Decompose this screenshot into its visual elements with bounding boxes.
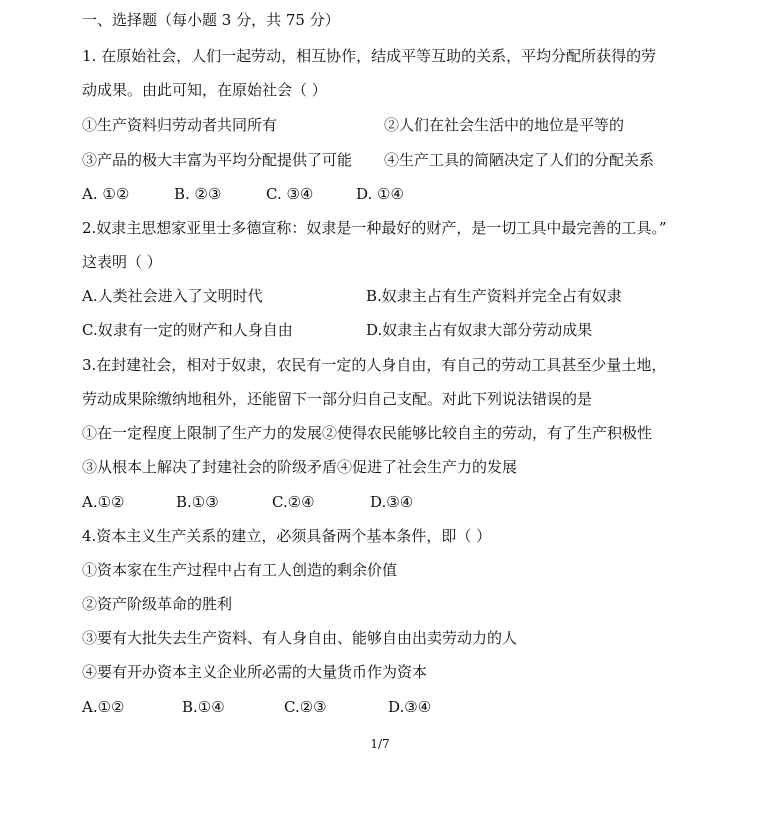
q2-option-a: A.人类社会进入了文明时代 — [82, 287, 263, 305]
q4-option-a: A.①② — [82, 698, 125, 716]
q1-option-d: D. ①④ — [356, 185, 404, 203]
q3-option-a: A.①② — [82, 493, 125, 511]
q2-stem-line-1: 2.奴隶主思想家亚里士多德宣称：奴隶是一种最好的财产，是一切工具中最完善的工具。” — [82, 219, 667, 237]
q3-stem-line-2: 劳动成果除缴纳地租外，还能留下一部分归自己支配。对此下列说法错误的是 — [82, 390, 593, 408]
q4-statement-1: ①资本家在生产过程中占有工人创造的剩余价值 — [82, 561, 398, 579]
q4-option-c: C.②③ — [284, 698, 327, 716]
q1-statement-2: ②人们在社会生活中的地位是平等的 — [384, 116, 625, 134]
q3-option-d: D.③④ — [370, 493, 414, 511]
q4-option-b: B.①④ — [182, 698, 225, 716]
q1-option-b: B. ②③ — [174, 185, 222, 203]
q2-option-d: D.奴隶主占有奴隶大部分劳动成果 — [366, 321, 593, 339]
q4-statement-4: ④要有开办资本主义企业所必需的大量货币作为资本 — [82, 663, 428, 681]
q3-option-b: B.①③ — [176, 493, 219, 511]
q4-stem-line-1: 4.资本主义生产关系的建立，必须具备两个基本条件，即（ ） — [82, 527, 492, 545]
q1-stem-line-2: 动成果。由此可知，在原始社会（ ） — [82, 81, 327, 99]
q1-option-c: C. ③④ — [266, 185, 314, 203]
q2-option-b: B.奴隶主占有生产资料并完全占有奴隶 — [366, 287, 622, 305]
q2-option-c: C.奴隶有一定的财产和人身自由 — [82, 321, 293, 339]
q3-option-c: C.②④ — [272, 493, 315, 511]
section-title: 一、选择题（每小题 3 分，共 75 分） — [82, 11, 340, 29]
q1-option-a: A. ①② — [82, 185, 130, 203]
q4-option-d: D.③④ — [388, 698, 432, 716]
q2-stem-line-2: 这表明（ ） — [82, 253, 162, 271]
q1-statement-4: ④生产工具的简陋决定了人们的分配关系 — [384, 151, 655, 169]
q4-statement-3: ③要有大批失去生产资料、有人身自由、能够自由出卖劳动力的人 — [82, 629, 518, 647]
q3-statement-line-2: ③从根本上解决了封建社会的阶级矛盾④促进了社会生产力的发展 — [82, 458, 518, 476]
q3-statement-line-1: ①在一定程度上限制了生产力的发展②使得农民能够比较自主的劳动，有了生产积极性 — [82, 424, 653, 442]
q1-stem-line-1: 1. 在原始社会，人们一起劳动，相互协作，结成平等互助的关系，平均分配所获得的劳 — [82, 47, 657, 65]
q4-statement-2: ②资产阶级革命的胜利 — [82, 595, 233, 613]
page-number: 1/7 — [370, 737, 390, 751]
q3-stem-line-1: 3.在封建社会，相对于奴隶，农民有一定的人身自由，有自己的劳动工具甚至少量土地， — [82, 356, 667, 374]
q1-statement-3: ③产品的极大丰富为平均分配提供了可能 — [82, 151, 353, 169]
q1-statement-1: ①生产资料归劳动者共同所有 — [82, 116, 278, 134]
